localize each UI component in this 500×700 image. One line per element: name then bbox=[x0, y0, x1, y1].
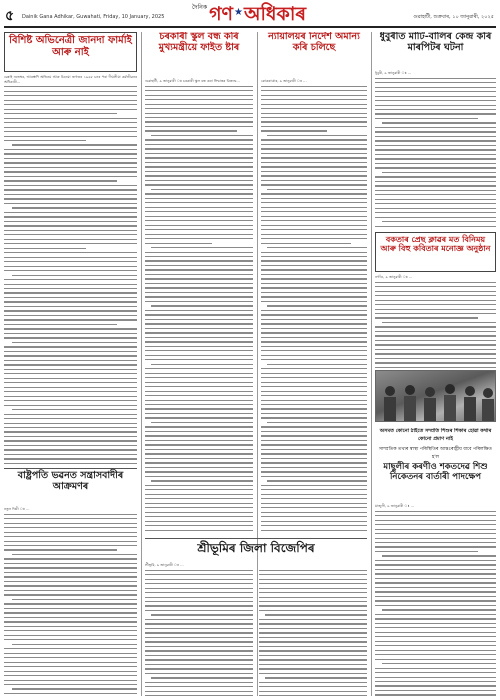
brand-right: অধিকাৰ bbox=[244, 3, 307, 25]
photo-people-silhouettes bbox=[376, 371, 496, 422]
article-majuli[interactable] bbox=[375, 428, 496, 696]
article-press-club[interactable] bbox=[375, 232, 496, 368]
headline-president-house: বাষ্ট্ৰপতি ভৱনত সন্ত্ৰাসবাদীৰ আক্ৰমণৰ bbox=[17, 470, 124, 492]
article-court-order[interactable] bbox=[261, 32, 367, 532]
page-number: ৫ bbox=[5, 8, 15, 24]
article-school[interactable] bbox=[145, 32, 253, 532]
article-kicker: অসমত কোনো ঠাইতে সম্প্ৰতি শিশুৰ শিকাৰ হোৱা কথাৰ কোনো প্ৰমাণ নাই bbox=[379, 428, 492, 442]
article-body bbox=[375, 282, 496, 368]
newspaper-logo[interactable] bbox=[192, 2, 306, 25]
article-lead: শ্ৰীভূমি, ৯ জানুৱাৰী ঃ ... bbox=[145, 563, 184, 567]
masthead bbox=[0, 0, 500, 28]
headline-dhubri: ধুবুৰীত মাটি-বালিৰ কেন্দ্ৰ কৰি মাৰপিটৰ ঘটনা bbox=[379, 32, 492, 53]
star-icon: ★ bbox=[234, 7, 243, 18]
article-kicker-secondary: সাম্প্ৰতিক তথ্যৰ স্বাস্থ্য পৰিস্থিতিৰ আন্তঃৰাষ্ট্ৰীয় বাবে পৰিলক্ষিত হ'ল bbox=[379, 447, 492, 460]
article-lead: চেন্নাই নভেম্বৰ, আৰম্ভণি অভিনয় আৰু চিনেমা জগতৰ ১৯৬৮ চনৰ পৰা দীঘলীয়া কৰ্মজীৱনৰ অধিকাৰী... bbox=[4, 75, 137, 84]
column-divider bbox=[371, 32, 372, 696]
article-lead: নগাঁও, ৯ জানুৱাৰী ঃ ... bbox=[375, 275, 413, 279]
article-bjp[interactable] bbox=[145, 538, 367, 696]
masthead-rule bbox=[4, 26, 496, 28]
brand-left: গণ bbox=[209, 3, 234, 25]
news-photo bbox=[375, 370, 496, 422]
headline-majuli: মাছুলীৰ কৰণীও শকতদেৱ শিশু নিকেতনৰ বাৰ্তাৰী পাদক্ষেপ bbox=[383, 462, 488, 482]
article-lead: নতুন দিল্লী ঃ ... bbox=[4, 507, 30, 511]
article-body bbox=[145, 86, 253, 532]
headline-actress: বিশিষ্ট অভিনেত্ৰী জানদা ফাৰ্মাই আৰু নাই bbox=[9, 35, 132, 58]
article-president-house[interactable] bbox=[4, 468, 137, 696]
article-lead: ধুবুৰী, ৯ জানুৱাৰী ঃ ... bbox=[375, 71, 412, 75]
article-body bbox=[4, 86, 137, 464]
date-line: গুৱাহাটী, শুক্ৰবাৰ, ১০ জানুৱাৰী, ২০২৫ bbox=[413, 14, 494, 20]
headline-court-order: ন্যায়ালয়ৰ নিৰ্দেশ অমান্য কৰি চলিছে bbox=[268, 32, 360, 53]
edition-line: Dainik Gana Adhikar, Guwahati, Friday, 10 January, 2025 bbox=[22, 14, 165, 20]
article-body bbox=[4, 514, 137, 696]
article-dhubri[interactable] bbox=[375, 32, 496, 228]
article-body bbox=[261, 86, 367, 532]
article-body bbox=[375, 78, 496, 228]
article-actress[interactable] bbox=[4, 32, 137, 464]
column-divider bbox=[141, 32, 142, 696]
article-body bbox=[259, 570, 367, 696]
article-body bbox=[145, 570, 253, 696]
article-lead: কোকৰাঝাৰ, ৯ জানুৱাৰী ঃ ... bbox=[261, 79, 307, 83]
article-lead: মাজুলী, ৯ জানুৱাৰী ঃ ... bbox=[375, 504, 415, 508]
headline-press-club: বকতাৰ প্ৰেছ ক্লাৱৰ মত বিনিময় আৰু বিহু কবিতাৰ মনোজ্ঞ অনুষ্ঠান bbox=[380, 234, 491, 254]
article-lead: গুৱাহাটী, ৯ জানুৱাৰী ঃ চৰকাৰী স্কুল বন্ধ কৰা সিদ্ধান্তৰ বিৰুদ্ধে... bbox=[145, 79, 240, 83]
daily-label: দৈনিক bbox=[192, 4, 208, 11]
headline-school: চৰকাৰী স্কুল বন্ধ কৰি মুখ্যমন্ত্ৰীয়ে ফাইত ষ্টাৰ bbox=[158, 32, 240, 53]
headline-bjp: শ্ৰীভূমিৰ জিলা বিজেপিৰ bbox=[197, 541, 315, 555]
article-body bbox=[375, 511, 496, 696]
